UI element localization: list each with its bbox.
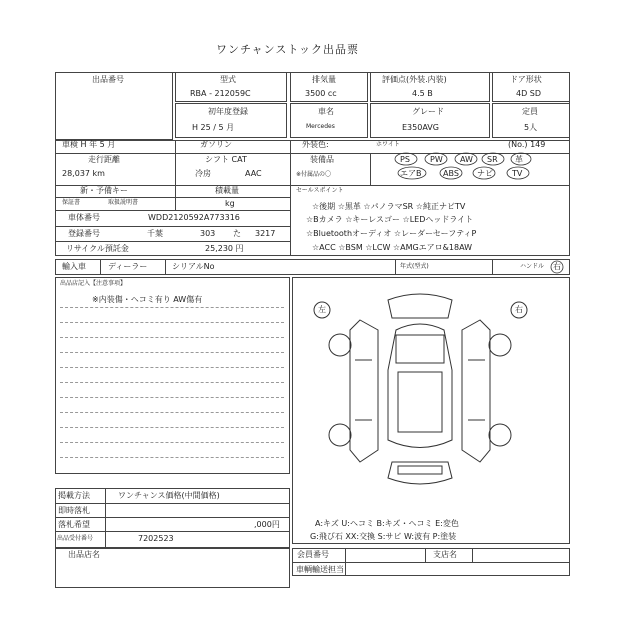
row3-divider-2 <box>290 140 291 153</box>
diagram-left-mark: 左 <box>318 305 326 314</box>
legend-line-1: A:キズ U:ヘコミ B:キズ・ヘコミ E:変色 <box>315 519 459 528</box>
sales-point-4: ☆ACC ☆BSM ☆LCW ☆AMGエアロ&18AW <box>312 243 473 252</box>
equipment-note: ※付属品の〇 <box>296 171 332 178</box>
equipment-aw: AW <box>460 155 473 164</box>
desired-bid-label: 落札希望 <box>58 520 90 529</box>
reg-label: 初年度登録 <box>208 107 248 116</box>
sales-point-2: ☆Bカメラ ☆キーレスゴー ☆LEDヘッドライト <box>306 215 474 224</box>
mileage-label: 走行距離 <box>88 155 120 164</box>
import-divider-3 <box>395 259 396 275</box>
notes-rule-7 <box>60 397 284 398</box>
equipment-airbag: エアB <box>400 169 422 178</box>
bottom-rule-2 <box>55 517 290 518</box>
car-name-label: 車名 <box>318 107 334 116</box>
plate-region: 千葉 <box>147 229 163 238</box>
diagram-box <box>292 277 570 544</box>
bottom-rule-1 <box>55 503 290 504</box>
row6-line-3 <box>55 241 290 242</box>
row5-divider-2 <box>290 185 291 256</box>
equipment-tv: TV <box>512 169 523 178</box>
import-divider-4 <box>492 259 493 275</box>
capacity-value: 5人 <box>524 123 538 132</box>
warranty-label: 保証書 <box>62 199 81 206</box>
bottom-left-divider <box>105 488 106 548</box>
branch-name-label: 支店名 <box>433 550 457 559</box>
transport-manager-label: 車輌輸送担当 <box>296 565 344 574</box>
equipment-leather: 革 <box>515 155 523 164</box>
weight-unit: kg <box>225 199 235 208</box>
member-divider-3 <box>472 548 473 562</box>
reg-value: H 25 / 5 月 <box>192 123 235 132</box>
row5-top-line <box>55 185 570 186</box>
grade-value: E350AVG <box>402 123 439 132</box>
notes-rule-9 <box>60 427 284 428</box>
notes-header: 出品店記入【注意事項】 <box>60 280 127 287</box>
bottom-rule-3 <box>55 531 290 532</box>
color-value: ホワイト <box>376 141 400 148</box>
legend-line-2: G:飛び石 XX:交換 S:サビ W:波有 P:塗装 <box>310 532 457 541</box>
sales-point-label: セールスポイント <box>296 187 344 194</box>
store-name-label: 出品店名 <box>68 550 100 559</box>
notes-rule-2 <box>60 322 284 323</box>
listing-method-value: ワンチャンス価格(中間価格) <box>118 491 220 500</box>
grade-label: グレード <box>412 107 444 116</box>
diagram-right-mark: 右 <box>515 305 523 314</box>
notes-rule-6 <box>60 382 284 383</box>
steering-value: 右 <box>553 262 561 271</box>
member-divider-1 <box>345 548 346 576</box>
notes-rule-11 <box>60 457 284 458</box>
door-label: ドア形状 <box>510 75 542 84</box>
plate-number-2: 3217 <box>255 229 276 238</box>
member-mid-line <box>292 562 570 563</box>
recycle-label: リサイクル預託金 <box>66 244 129 253</box>
page-title: ワンチャンストック出品票 <box>216 43 360 56</box>
equipment-pw: PW <box>430 155 443 164</box>
row4-divider-2 <box>290 153 291 185</box>
displacement-label: 排気量 <box>312 75 336 84</box>
listing-method-label: 掲載方法 <box>58 491 90 500</box>
ac-label: 冷房 <box>195 169 211 178</box>
model-value: RBA - 212059C <box>190 89 251 98</box>
notes-rule-3 <box>60 337 284 338</box>
steering-label: ハンドル <box>520 263 545 270</box>
score-value: 4.5 B <box>412 89 433 98</box>
import-serial: シリアルNo <box>172 262 215 271</box>
equipment-ps: PS <box>400 155 410 164</box>
color-number: (No.) 149 <box>508 140 546 149</box>
notes-rule-1 <box>60 307 284 308</box>
notes-rule-8 <box>60 412 284 413</box>
instant-bid-label: 即時落札 <box>58 506 90 515</box>
recycle-value: 25,230 円 <box>205 244 244 253</box>
member-number-label: 会員番号 <box>297 550 329 559</box>
weight-label: 積載量 <box>215 186 239 195</box>
displacement-value: 3500 cc <box>305 89 337 98</box>
equipment-abs: ABS <box>443 169 459 178</box>
reception-value: 7202523 <box>138 534 174 543</box>
plate-number-1: 303 <box>200 229 216 238</box>
notes-rule-5 <box>60 367 284 368</box>
notes-line-1: ※内装傷・ヘコミ有り AW傷有 <box>92 295 203 304</box>
plate-kana: た <box>233 229 241 238</box>
plate-label: 登録番号 <box>68 229 100 238</box>
model-year-label: 年式(型式) <box>400 263 429 270</box>
vin-label: 車体番号 <box>68 213 100 222</box>
spare-key-label: 新・予備キー <box>80 186 128 195</box>
notes-rule-10 <box>60 442 284 443</box>
import-divider-2 <box>165 259 166 275</box>
vin-value: WDD2120592A773316 <box>148 213 240 222</box>
lot-number-label: 出品番号 <box>92 75 124 84</box>
door-value: 4D SD <box>516 89 542 98</box>
yen-suffix: ,000円 <box>254 520 280 529</box>
row4-divider-1 <box>175 153 176 185</box>
equipment-label: 装備品 <box>310 155 334 164</box>
car-name-value: Mercedes <box>306 123 335 130</box>
shift-label: シフト CAT <box>205 155 247 164</box>
sales-point-3: ☆Bluetoothオーディオ ☆レーダーセーフティP <box>306 229 477 238</box>
import-dealer: ディーラー <box>108 262 148 271</box>
row6-top-line <box>55 210 290 211</box>
model-label: 型式 <box>220 75 236 84</box>
mileage-value: 28,037 km <box>62 169 105 178</box>
row5-mid-line <box>55 197 290 198</box>
equipment-navi: ナビ <box>477 169 493 178</box>
member-divider-2 <box>425 548 426 562</box>
fuel-type: ガソリン <box>200 140 232 149</box>
row3-divider-1 <box>175 140 176 153</box>
row6-line-2 <box>55 226 290 227</box>
row4-top-line <box>55 153 570 154</box>
inspection-date: 車検 H 年 5 月 <box>62 140 116 149</box>
row4-divider-3 <box>370 153 371 185</box>
sales-point-1: ☆後期 ☆黒革 ☆パノラマSR ☆純正ナビTV <box>312 202 466 211</box>
import-divider-1 <box>100 259 101 275</box>
equipment-sr: SR <box>487 155 498 164</box>
manual-label: 取扱説明書 <box>108 199 139 206</box>
ac-value: AAC <box>245 169 262 178</box>
capacity-label: 定員 <box>522 107 538 116</box>
import-label: 輸入車 <box>62 262 86 271</box>
notes-rule-4 <box>60 352 284 353</box>
reception-label: 出品受付番号 <box>57 535 94 542</box>
color-label: 外装色: <box>302 140 329 149</box>
score-label: 評価点(外装.内装) <box>382 75 447 84</box>
